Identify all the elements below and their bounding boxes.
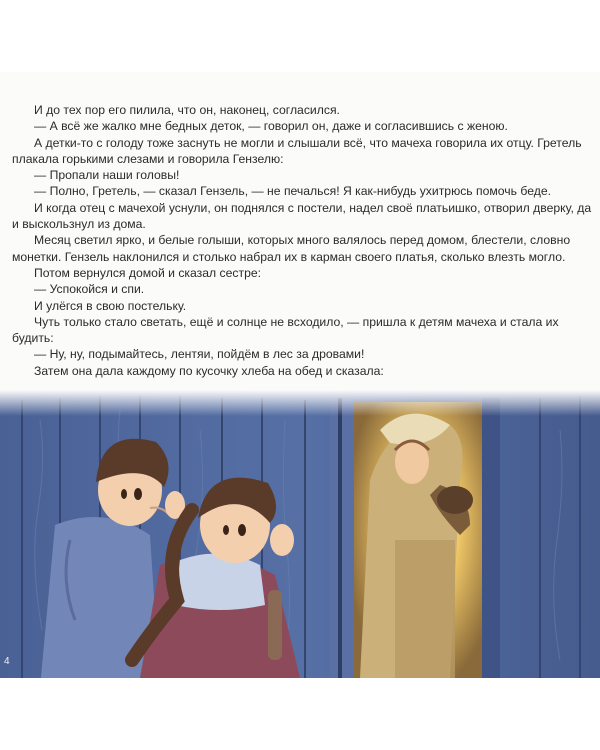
paragraph: Потом вернулся домой и сказал сестре:	[34, 265, 262, 280]
paragraph: Затем она дала каждому по кусочку хлеба на обед и сказала:	[34, 363, 384, 378]
paragraph: — А всё же жалко мне бедных деток, — говорил он, даже и согласившись с женою.	[34, 119, 508, 134]
paragraph: — Ну, ну, подымайтесь, лентяи, пойдём в лес за дровами!	[34, 347, 365, 362]
paragraph: Месяц светил ярко, и белые голыши, которых много валялось перед домом, блестели, словно монетки. Гензель наклонился и столько набрал их в карман своего платья, сколько влезть могло.	[12, 233, 571, 264]
story-text	[12, 102, 592, 379]
book-page	[0, 72, 600, 678]
paragraph: И когда отец с мачехой уснули, он поднялся с постели, надел своё платьишко, отворил дверку, да и выскользнул из дома.	[12, 200, 592, 232]
paragraph: — Полно, Гретель, — сказал Гензель, — не печалься! Я как-нибудь ухитрюсь помочь беде.	[34, 184, 552, 199]
paragraph: И до тех пор его пилила, что он, наконец, согласился.	[34, 103, 340, 117]
illustration-canvas	[0, 390, 600, 678]
paragraph: И улёгся в свою постельку.	[34, 298, 187, 313]
lit-doorway	[330, 398, 500, 678]
paragraph: А детки-то с голоду тоже заснуть не могли и слышали всё, что мачеха говорила их отцу. Гретель плакала горькими слезами и говорила Гензелю:	[12, 135, 582, 166]
paragraph: Чуть только стало светать, ещё и солнце не всходило, — пришла к детям мачеха и стала их будить:	[12, 314, 559, 346]
story-illustration	[0, 390, 600, 678]
page-number: 4	[4, 656, 10, 667]
paragraph: — Пропали наши головы!	[34, 168, 180, 183]
paragraph: — Успокойся и спи.	[34, 282, 145, 297]
